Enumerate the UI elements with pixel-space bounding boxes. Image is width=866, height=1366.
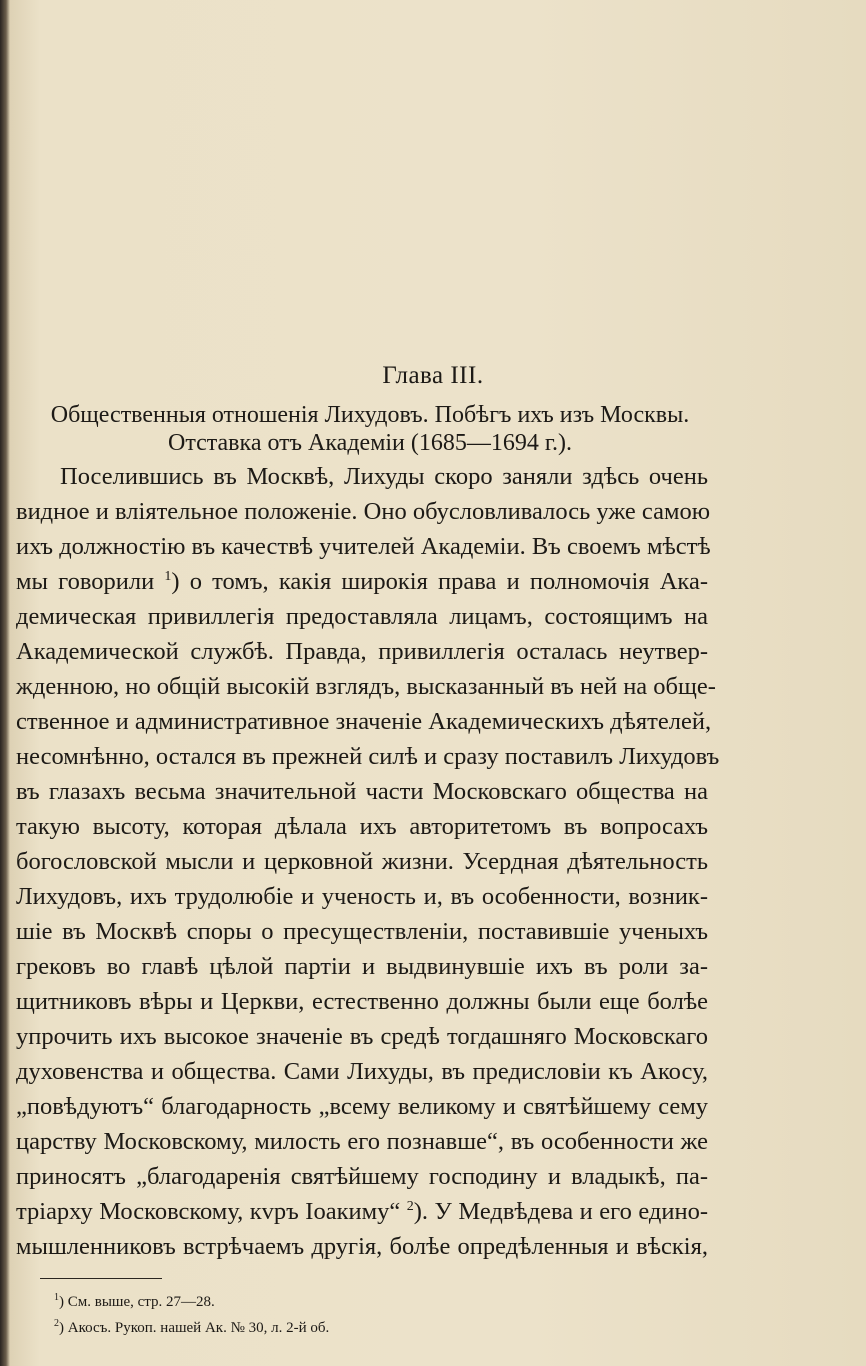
body-line: царству Московскому, милость его познавше“, въ особенности же [16, 1128, 708, 1155]
body-line [16, 1197, 708, 1227]
footnote-rule [40, 1278, 162, 1279]
body-line: богословской мысли и церковной жизни. Усердная дѣятельность [16, 848, 708, 875]
body-line: приносятъ „благодаренія святѣйшему господину и владыкѣ, па- [16, 1163, 708, 1190]
chapter-subtitle-line: Общественныя отношенія Лихудовъ. Побѣгъ ихъ изъ Москвы. [50, 402, 690, 428]
body-line: демическая привиллегія предоставляла лицамъ, состоящимъ на [16, 603, 708, 630]
body-line: видное и вліятельное положеніе. Оно обусловливалось уже самою [16, 498, 711, 525]
footnote-ref: 2 [406, 1199, 414, 1214]
footnote: $^2$) Акосъ. Рукоп. нашей Ак. № 30, л. 2-й об. [54, 1318, 330, 1336]
footnote-text: Акосъ. Рукоп. нашей Ак. № 30, л. 2-й об. [67, 1320, 330, 1336]
footnote-ref: 1 [164, 569, 172, 584]
body-line: ихъ должностію въ качествѣ учителей Академіи. Въ своемъ мѣстѣ [16, 533, 711, 560]
body-line: грековъ во главѣ цѣлой партіи и выдвинувшіе ихъ въ роли за- [16, 953, 708, 980]
body-line: несомнѣнно, остался въ прежней силѣ и сразу поставилъ Лихудовъ [16, 743, 720, 770]
chapter-heading: Глава III. [382, 362, 484, 389]
body-line: въ глазахъ весьма значительной части Московскаго общества на [16, 778, 708, 805]
body-line: Поселившись въ Москвѣ, Лихуды скоро заняли здѣсь очень [60, 463, 708, 490]
footnote: $^1$) См. выше, стр. 27—28. [54, 1292, 215, 1310]
body-line: „повѣдуютъ“ благодарность „всему великому и святѣйшему сему [16, 1093, 708, 1120]
body-line: щитниковъ вѣры и Церкви, естественно должны были еще болѣе [16, 988, 708, 1015]
body-line: Лихудовъ, ихъ трудолюбіе и ученость и, въ особенности, возник- [16, 883, 708, 910]
body-line: мышленниковъ встрѣчаемъ другія, болѣе опредѣленныя и вѣскія, [16, 1233, 708, 1260]
body-line: шіе въ Москвѣ споры о пресуществленіи, поставившіе ученыхъ [16, 918, 708, 945]
body-line: жденною, но общій высокій взглядъ, высказанный въ ней на обще- [16, 673, 716, 700]
footnote-text: См. выше, стр. 27—28. [67, 1294, 215, 1310]
body-line: упрочить ихъ высокое значеніе въ средѣ тогдашняго Московскаго [16, 1023, 708, 1050]
body-line: такую высоту, которая дѣлала ихъ авторитетомъ въ вопросахъ [16, 813, 708, 840]
body-line: духовенства и общества. Сами Лихуды, въ предисловіи къ Акосу, [16, 1058, 708, 1085]
body-line-part: тріарху Московскому, кvръ Іоакиму“ [16, 1198, 401, 1225]
body-line-part: мы говорили [16, 568, 155, 595]
chapter-subtitle-line: Отставка отъ Академіи (1685—1694 г.). [167, 430, 573, 456]
body-line: ственное и административное значеніе Академическихъ дѣятелей, [16, 708, 712, 735]
body-line-part: ) о томъ, какія широкія права и полномочія Ака- [171, 568, 708, 595]
footnote-number: 2 [54, 1318, 59, 1329]
body-line-part: ). У Медвѣдева и его едино- [413, 1198, 708, 1225]
body-line [16, 567, 708, 597]
footnote-number: 1 [54, 1292, 59, 1303]
binding-edge [0, 0, 10, 1366]
body-line: Академической службѣ. Правда, привиллегія осталась неутвер- [16, 638, 708, 665]
